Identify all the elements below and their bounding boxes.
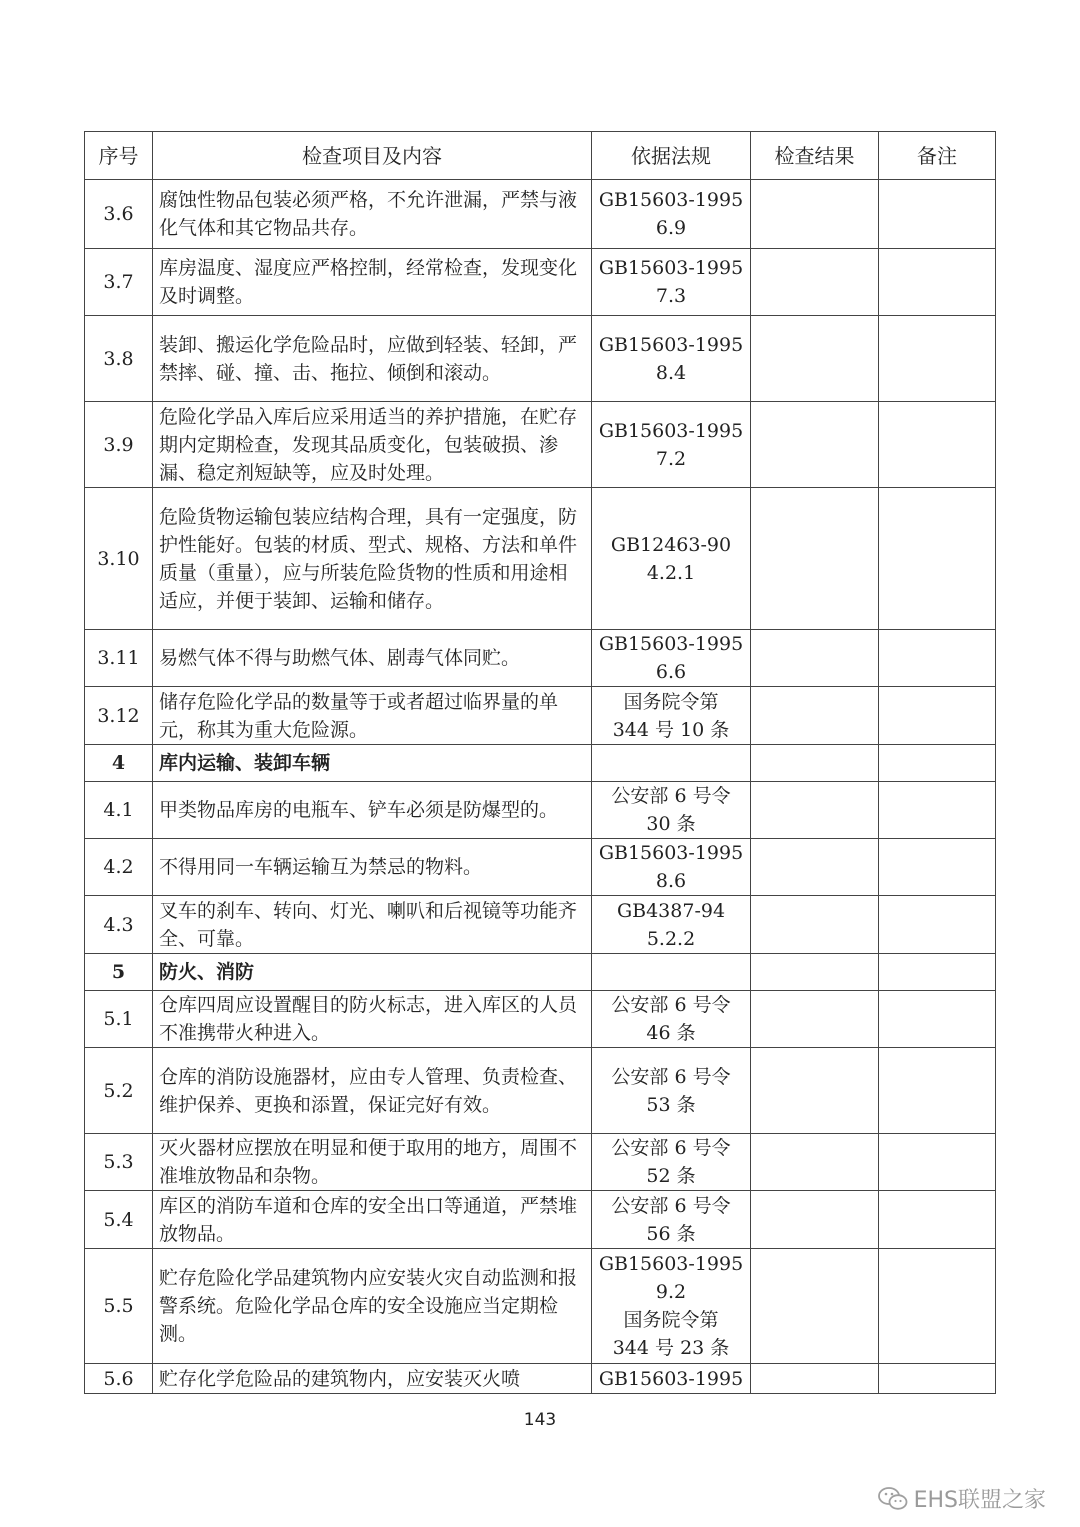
page-number: 143 <box>523 1410 557 1430</box>
remark-cell[interactable] <box>879 745 996 782</box>
regulation-line: 344 号 10 条 <box>612 718 730 741</box>
table-row <box>85 782 996 839</box>
header-row <box>85 132 996 180</box>
remark-cell[interactable] <box>879 402 996 488</box>
check-item: 装卸、搬运化学危险品时，应做到轻装、轻卸，严禁摔、碰、撞、击、拖拉、倾倒和滚动。 <box>153 316 592 402</box>
remark-cell[interactable] <box>879 180 996 249</box>
section-row <box>85 745 996 782</box>
row-number: 4 <box>85 745 153 782</box>
regulation-line: 国务院令第 <box>623 690 719 713</box>
row-number: 3.6 <box>85 180 153 249</box>
regulation-line: 6.9 <box>655 217 687 239</box>
row-number: 4.3 <box>85 896 153 954</box>
table-row <box>85 991 996 1048</box>
regulation-line: GB15603-1995 <box>598 842 744 864</box>
remark-cell[interactable] <box>879 1048 996 1134</box>
watermark-text: EHS联盟之家 <box>913 1488 1046 1513</box>
result-cell[interactable] <box>751 630 879 687</box>
regulation-line: 公安部 6 号令 <box>611 994 731 1016</box>
row-number: 3.12 <box>85 687 153 745</box>
header-remark: 备注 <box>879 132 996 180</box>
result-cell[interactable] <box>751 249 879 316</box>
regulation-line: 6.6 <box>655 661 687 683</box>
result-cell[interactable] <box>751 1048 879 1134</box>
row-number: 5.4 <box>85 1191 153 1249</box>
remark-cell[interactable] <box>879 249 996 316</box>
result-cell[interactable] <box>751 1191 879 1249</box>
table-row <box>85 687 996 745</box>
table-row <box>85 1364 996 1394</box>
regulation-line: 30 条 <box>646 813 696 835</box>
header-law: 依据法规 <box>592 132 751 180</box>
row-number: 3.8 <box>85 316 153 402</box>
table-row <box>85 630 996 687</box>
row-number: 3.10 <box>85 488 153 630</box>
check-item: 库房温度、湿度应严格控制，经常检查，发现变化及时调整。 <box>153 249 592 316</box>
table-row <box>85 896 996 954</box>
regulation-line: 53 条 <box>646 1093 696 1116</box>
regulation-line: GB15603-1995 <box>598 1367 744 1390</box>
regulation-line: GB15603-1995 <box>598 419 744 442</box>
regulation-basis <box>592 488 751 630</box>
row-number: 5.1 <box>85 991 153 1048</box>
regulation-basis <box>592 1048 751 1134</box>
regulation-line: 52 条 <box>646 1165 696 1187</box>
regulation-line: 4.2.1 <box>646 561 696 584</box>
regulation-basis <box>592 1249 751 1364</box>
regulation-basis <box>592 991 751 1048</box>
result-cell[interactable] <box>751 1249 879 1364</box>
remark-cell[interactable] <box>879 1191 996 1249</box>
check-item: 贮存危险化学品建筑物内应安装火灾自动监测和报警系统。危险化学品仓库的安全设施应当定期检测。 <box>153 1249 592 1364</box>
row-number: 5 <box>85 954 153 991</box>
table-row <box>85 402 996 488</box>
result-cell[interactable] <box>751 488 879 630</box>
table-row <box>85 1191 996 1249</box>
check-item: 贮存化学危险品的建筑物内，应安装灭火喷 <box>153 1364 592 1394</box>
row-number: 5.6 <box>85 1364 153 1394</box>
regulation-basis <box>592 782 751 839</box>
result-cell[interactable] <box>751 782 879 839</box>
result-cell[interactable] <box>751 839 879 896</box>
regulation-basis <box>592 1191 751 1249</box>
regulation-line: 56 条 <box>646 1222 696 1245</box>
table-row <box>85 316 996 402</box>
check-item: 库区的消防车道和仓库的安全出口等通道，严禁堆放物品。 <box>153 1191 592 1249</box>
remark-cell[interactable] <box>879 687 996 745</box>
check-item: 甲类物品库房的电瓶车、铲车必须是防爆型的。 <box>153 782 592 839</box>
check-item: 叉车的刹车、转向、灯光、喇叭和后视镜等功能齐全、可靠。 <box>153 896 592 954</box>
row-number: 4.1 <box>85 782 153 839</box>
regulation-basis <box>592 839 751 896</box>
table-row <box>85 249 996 316</box>
remark-cell[interactable] <box>879 1249 996 1364</box>
check-item: 易燃气体不得与助燃气体、剧毒气体同贮。 <box>153 630 592 687</box>
regulation-line: 344 号 23 条 <box>612 1337 730 1359</box>
regulation-basis <box>592 249 751 316</box>
result-cell[interactable] <box>751 745 879 782</box>
regulation-line: 9.2 <box>655 1281 687 1303</box>
remark-cell[interactable] <box>879 316 996 402</box>
section-row <box>85 954 996 991</box>
row-number: 3.9 <box>85 402 153 488</box>
watermark <box>878 1483 1046 1514</box>
header-item: 检查项目及内容 <box>153 132 592 180</box>
check-item: 灭火器材应摆放在明显和便于取用的地方，周围不准堆放物品和杂物。 <box>153 1134 592 1191</box>
row-number: 5.3 <box>85 1134 153 1191</box>
table-row <box>85 1048 996 1134</box>
wechat-icon <box>878 1486 908 1512</box>
result-cell[interactable] <box>751 687 879 745</box>
regulation-basis <box>592 1134 751 1191</box>
remark-cell[interactable] <box>879 630 996 687</box>
row-number: 3.11 <box>85 630 153 687</box>
section-title: 库内运输、装卸车辆 <box>153 745 592 782</box>
row-number: 5.2 <box>85 1048 153 1134</box>
regulation-line: 7.2 <box>655 447 687 470</box>
regulation-line: 46 条 <box>646 1022 696 1044</box>
remark-cell[interactable] <box>879 896 996 954</box>
check-item: 仓库四周应设置醒目的防火标志，进入库区的人员不准携带火种进入。 <box>153 991 592 1048</box>
regulation-line: 国务院令第 <box>623 1309 719 1331</box>
remark-cell[interactable] <box>879 1364 996 1394</box>
check-item: 腐蚀性物品包装必须严格，不允许泄漏，严禁与液化气体和其它物品共存。 <box>153 180 592 249</box>
table-row <box>85 839 996 896</box>
regulation-line: 公安部 6 号令 <box>611 1194 731 1217</box>
remark-cell[interactable] <box>879 839 996 896</box>
regulation-basis <box>592 687 751 745</box>
regulation-line: GB12463-90 <box>610 533 732 556</box>
remark-cell[interactable] <box>879 488 996 630</box>
result-cell[interactable] <box>751 1134 879 1191</box>
table-row <box>85 1249 996 1364</box>
result-cell[interactable] <box>751 316 879 402</box>
checklist-table <box>84 131 996 1394</box>
remark-cell[interactable] <box>879 1134 996 1191</box>
row-number: 4.2 <box>85 839 153 896</box>
check-item: 储存危险化学品的数量等于或者超过临界量的单元，称其为重大危险源。 <box>153 687 592 745</box>
regulation-line: 8.4 <box>655 361 687 384</box>
row-number: 5.5 <box>85 1249 153 1364</box>
remark-cell[interactable] <box>879 782 996 839</box>
regulation-line: 公安部 6 号令 <box>611 1137 731 1159</box>
result-cell[interactable] <box>751 954 879 991</box>
result-cell[interactable] <box>751 180 879 249</box>
regulation-line: GB4387-94 <box>616 899 726 922</box>
table-row <box>85 488 996 630</box>
table-body <box>85 180 996 1394</box>
check-item: 危险货物运输包装应结构合理，具有一定强度，防护性能好。包装的材质、型式、规格、方法和单件质量（重量），应与所装危险货物的性质和用途相适应，并便于装卸、运输和储存。 <box>153 488 592 630</box>
header-number: 序号 <box>85 132 153 180</box>
regulation-basis <box>592 745 751 782</box>
table-row <box>85 1134 996 1191</box>
regulation-basis <box>592 180 751 249</box>
regulation-line: GB15603-1995 <box>598 257 744 279</box>
regulation-line: 公安部 6 号令 <box>611 785 731 807</box>
regulation-line: 7.3 <box>655 285 687 307</box>
regulation-line: 8.6 <box>655 870 687 892</box>
regulation-basis <box>592 954 751 991</box>
regulation-basis <box>592 1364 751 1394</box>
header-result: 检查结果 <box>751 132 879 180</box>
check-item: 不得用同一车辆运输互为禁忌的物料。 <box>153 839 592 896</box>
section-title: 防火、消防 <box>153 954 592 991</box>
regulation-line: GB15603-1995 <box>598 633 744 655</box>
result-cell[interactable] <box>751 402 879 488</box>
regulation-basis <box>592 316 751 402</box>
regulation-line: GB15603-1995 <box>598 1253 744 1275</box>
result-cell[interactable] <box>751 1364 879 1394</box>
regulation-line: GB15603-1995 <box>598 189 744 211</box>
table-row <box>85 180 996 249</box>
result-cell[interactable] <box>751 991 879 1048</box>
regulation-line: 5.2.2 <box>646 927 696 950</box>
regulation-basis <box>592 630 751 687</box>
row-number: 3.7 <box>85 249 153 316</box>
regulation-line: 公安部 6 号令 <box>611 1065 731 1088</box>
regulation-line: GB15603-1995 <box>598 333 744 356</box>
remark-cell[interactable] <box>879 991 996 1048</box>
regulation-basis <box>592 896 751 954</box>
regulation-basis <box>592 402 751 488</box>
result-cell[interactable] <box>751 896 879 954</box>
check-item: 危险化学品入库后应采用适当的养护措施，在贮存期内定期检查，发现其品质变化，包装破损、渗漏、稳定剂短缺等，应及时处理。 <box>153 402 592 488</box>
check-item: 仓库的消防设施器材，应由专人管理、负责检查、维护保养、更换和添置，保证完好有效。 <box>153 1048 592 1134</box>
remark-cell[interactable] <box>879 954 996 991</box>
